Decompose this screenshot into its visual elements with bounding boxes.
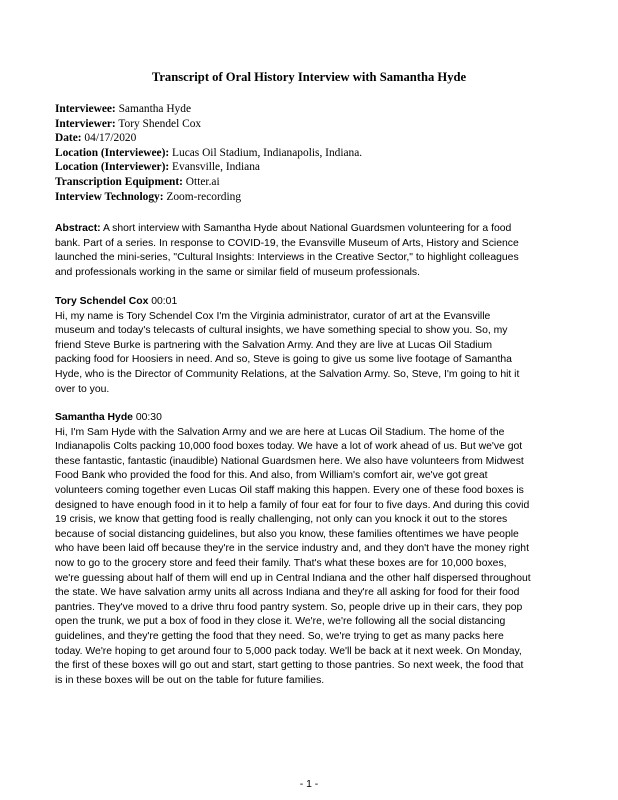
meta-value: Samantha Hyde — [115, 103, 192, 115]
transcript-line: is in these boxes will be out on the table for future families. — [55, 674, 325, 686]
transcript-line: who have been laid off because they're in the service industry and, and they don't have the money right — [55, 543, 529, 555]
transcript-line: now to go to the grocery store and feed their family. That's what these boxes are for 10,000 boxes, — [55, 557, 507, 569]
document-title: Transcript of Oral History Interview with Samantha Hyde — [151, 70, 467, 84]
meta-label: Transcription Equipment: — [55, 175, 183, 188]
transcript-section — [55, 411, 575, 688]
meta-value: Evansville, Indiana — [169, 161, 260, 174]
meta-row-location-interviewer — [55, 160, 575, 175]
speaker-timestamp: 00:01 — [148, 296, 178, 307]
meta-row-interviewer — [55, 117, 575, 132]
transcript-line: 19 crisis, we know that getting food is really challenging, not only can you knock it out to the stores — [55, 514, 508, 526]
transcript-line: Indianapolis Colts packing 10,000 food boxes today. We have a lot of work ahead of us. But we've got — [55, 441, 523, 453]
meta-row-transcription-equipment — [55, 175, 575, 190]
transcript-line: over to you. — [55, 383, 110, 395]
speaker-name: Samantha Hyde — [55, 412, 133, 423]
meta-row-interviewee — [55, 102, 575, 117]
abstract-line — [55, 222, 575, 237]
transcript-line: Food Bank who provided the food for this. And also, from William's comfort air, we've got great — [55, 470, 488, 482]
transcript-line: Hi, I'm Sam Hyde with the Salvation Army and we are here at Lucas Oil Stadium. The home of the — [55, 426, 505, 438]
transcript-line: museum and today's telecasts of cultural insights, we have something special to show you. So, my — [55, 325, 508, 337]
meta-value: Lucas Oil Stadium, Indianapolis, Indiana. — [169, 146, 363, 159]
abstract-first-line: A short interview with Samantha Hyde about National Guardsmen volunteering for a food — [100, 223, 512, 234]
meta-label: Location (Interviewee): — [55, 146, 170, 159]
meta-row-location-interviewee — [55, 146, 575, 161]
abstract-line: launched the mini-series, "Cultural Insights: Interviews in the Creative Sector," to highlight colleagues — [55, 252, 519, 264]
speaker-name: Tory Schendel Cox — [55, 296, 149, 307]
meta-row-interview-technology — [55, 190, 575, 205]
abstract-paragraph — [55, 222, 575, 280]
transcript-line: because of social distancing guidelines, but also you know, these families oftentimes we have people — [55, 528, 519, 540]
meta-value: 04/17/2020 — [81, 132, 137, 145]
interview-metadata — [55, 102, 575, 204]
speaker-timestamp: 00:30 — [132, 412, 162, 423]
transcript-line: guidelines, and they're getting the food that they need. So, we're trying to get as many packs here — [55, 630, 504, 642]
transcript-line: the first of these boxes will go out and start, start getting to those pantries. So next week, the food that — [55, 660, 524, 672]
page-number: - 1 - — [299, 779, 319, 790]
transcript-line: Hyde, who is the Director of Community Relations, at the Salvation Army. So, Steve, I'm going to hit it — [55, 368, 520, 380]
transcript-line: Hi, my name is Tory Schendel Cox I'm the Virginia administrator, curator of art at the Evansville — [55, 310, 491, 322]
speaker-heading — [55, 411, 575, 426]
transcript-line: designed to have enough food in it to help a family of four eat for four to five days. And during this covid — [55, 499, 530, 511]
transcript-line: friend Steve Burke is partnering with the Salvation Army. And they are live at Lucas Oil Stadium — [55, 339, 493, 351]
meta-label: Interviewer: — [55, 117, 116, 130]
meta-label: Interview Technology: — [55, 190, 164, 203]
meta-value: Otter.ai — [182, 175, 220, 188]
meta-label: Date: — [55, 132, 82, 145]
meta-label: Location (Interviewer): — [55, 161, 170, 174]
abstract-label: Abstract: — [55, 223, 101, 234]
meta-value: Zoom-recording — [163, 190, 242, 203]
transcript-line: pantries. They've moved to a drive thru food pantry system. So, people drive up in their cars, they pop — [55, 601, 523, 613]
transcript-line: we're guessing about half of them will end up in Central Indiana and the other half dispersed throughout — [55, 572, 531, 584]
abstract-line: bank. Part of a series. In response to COVID-19, the Evansville Museum of Arts, History and Science — [55, 237, 519, 249]
meta-value: Tory Shendel Cox — [115, 117, 202, 130]
transcript-line: the state. We have salvation army units all across Indiana and they're all asking for food for their food — [55, 587, 520, 599]
speaker-heading — [55, 295, 575, 310]
abstract-line: and professionals working in the same or similar field of museum professionals. — [55, 266, 420, 278]
meta-row-date — [55, 131, 575, 146]
transcript-line: today. We're hoping to get around four to 5,000 pack today. We'll be back at it next week. On Monday, — [55, 645, 522, 657]
transcript-section — [55, 295, 575, 397]
transcript-line: these fantastic, fantastic (inaudible) National Guardsmen here. We also have volunteers from Midwest — [55, 455, 524, 467]
transcript-line: open the trunk, we put a box of food in they close it. We're, we're following all the social distancing — [55, 616, 506, 628]
transcript-line: volunteers coming together even Lucas Oil staff making this happen. Every one of these food boxes is — [55, 484, 524, 496]
transcript-line: packing food for Hoosiers in need. And so, Steve is going to give us some live footage of Samantha — [55, 354, 512, 366]
meta-label: Interviewee: — [55, 103, 116, 115]
